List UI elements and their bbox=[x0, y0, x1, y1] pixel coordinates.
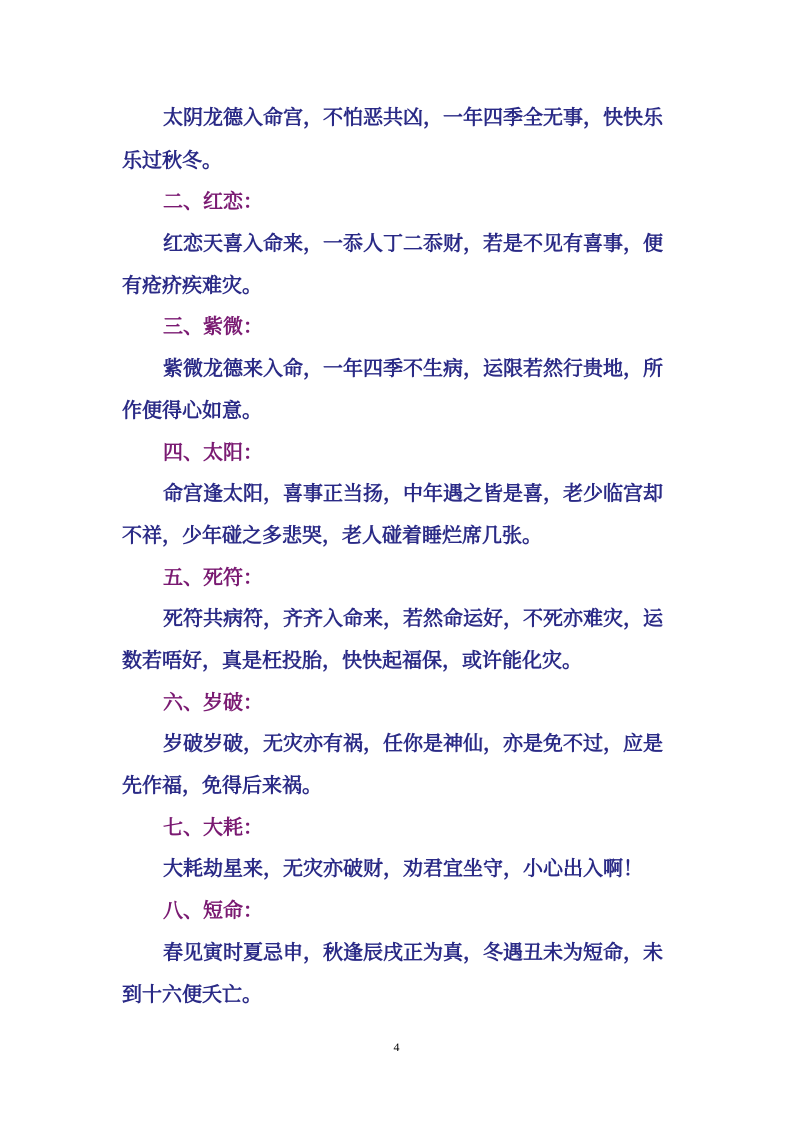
section-heading-taiyang: 四、太阳： bbox=[163, 440, 263, 464]
paragraph-first-line: 太 阴 龙 德 入 命 宫 ， 不 怕 恶 共 凶 ， 一 年 四 季 全 无 事 ， 快 快 乐 bbox=[163, 105, 663, 129]
paragraph-first-line: 命 宫 逢 太 阳 ， 喜 事 正 当 扬 ， 中 年 遇 之 皆 是 喜 ， 老 少 临 宫 却 bbox=[163, 481, 663, 505]
paragraph-continuation-line: 作便得心如意。 bbox=[122, 398, 262, 422]
section-heading-sifu: 五、死符： bbox=[163, 565, 263, 589]
paragraph-continuation-line: 不祥，少年碰之多悲哭，老人碰着睡烂席几张。 bbox=[122, 523, 542, 547]
paragraph-continuation-line: 到十六便夭亡。 bbox=[122, 982, 262, 1006]
section-heading-hongluan: 二、红恋： bbox=[163, 189, 263, 213]
paragraph-continuation-line: 有疮疥疾难灾。 bbox=[122, 273, 262, 297]
section-heading-ziwei: 三、紫微： bbox=[163, 314, 263, 338]
section-heading-suipo: 六、岁破： bbox=[163, 690, 263, 714]
paragraph-continuation-line: 先作福，免得后来祸。 bbox=[122, 773, 322, 797]
paragraph-first-line: 死 符 共 病 符 ， 齐 齐 入 命 来 ， 若 然 命 运 好 ， 不 死 亦 难 灾 ， 运 bbox=[163, 606, 663, 630]
paragraph-continuation-line: 数若唔好，真是枉投胎，快快起福保，或许能化灾。 bbox=[122, 648, 582, 672]
paragraph-first-line: 春 见 寅 时 夏 忌 申 ， 秋 逢 辰 戌 正 为 真 ， 冬 遇 丑 未 为 短 命 ， 未 bbox=[163, 940, 663, 964]
section-heading-duanming: 八、短命： bbox=[163, 898, 263, 922]
paragraph-first-line: 岁 破 岁 破 ， 无 灾 亦 有 祸 ， 任 你 是 神 仙 ， 亦 是 免 不 过 ， 应 是 bbox=[163, 731, 663, 755]
paragraph-continuation-line: 乐过秋冬。 bbox=[122, 148, 222, 172]
paragraph-first-line: 大耗劫星来，无灾亦破财，劝君宜坐守，小心出入啊！ bbox=[163, 856, 643, 880]
section-heading-dahao: 七、大耗： bbox=[163, 815, 263, 839]
page-number: 4 bbox=[393, 1040, 400, 1054]
paragraph-first-line: 红 恋 天 喜 入 命 来 ， 一 忝 人 丁 二 忝 财 ， 若 是 不 见 有 喜 事 ， 便 bbox=[163, 231, 663, 255]
paragraph-first-line: 紫 微 龙 德 来 入 命 ， 一 年 四 季 不 生 病 ， 运 限 若 然 行 贵 地 ， 所 bbox=[163, 356, 663, 380]
